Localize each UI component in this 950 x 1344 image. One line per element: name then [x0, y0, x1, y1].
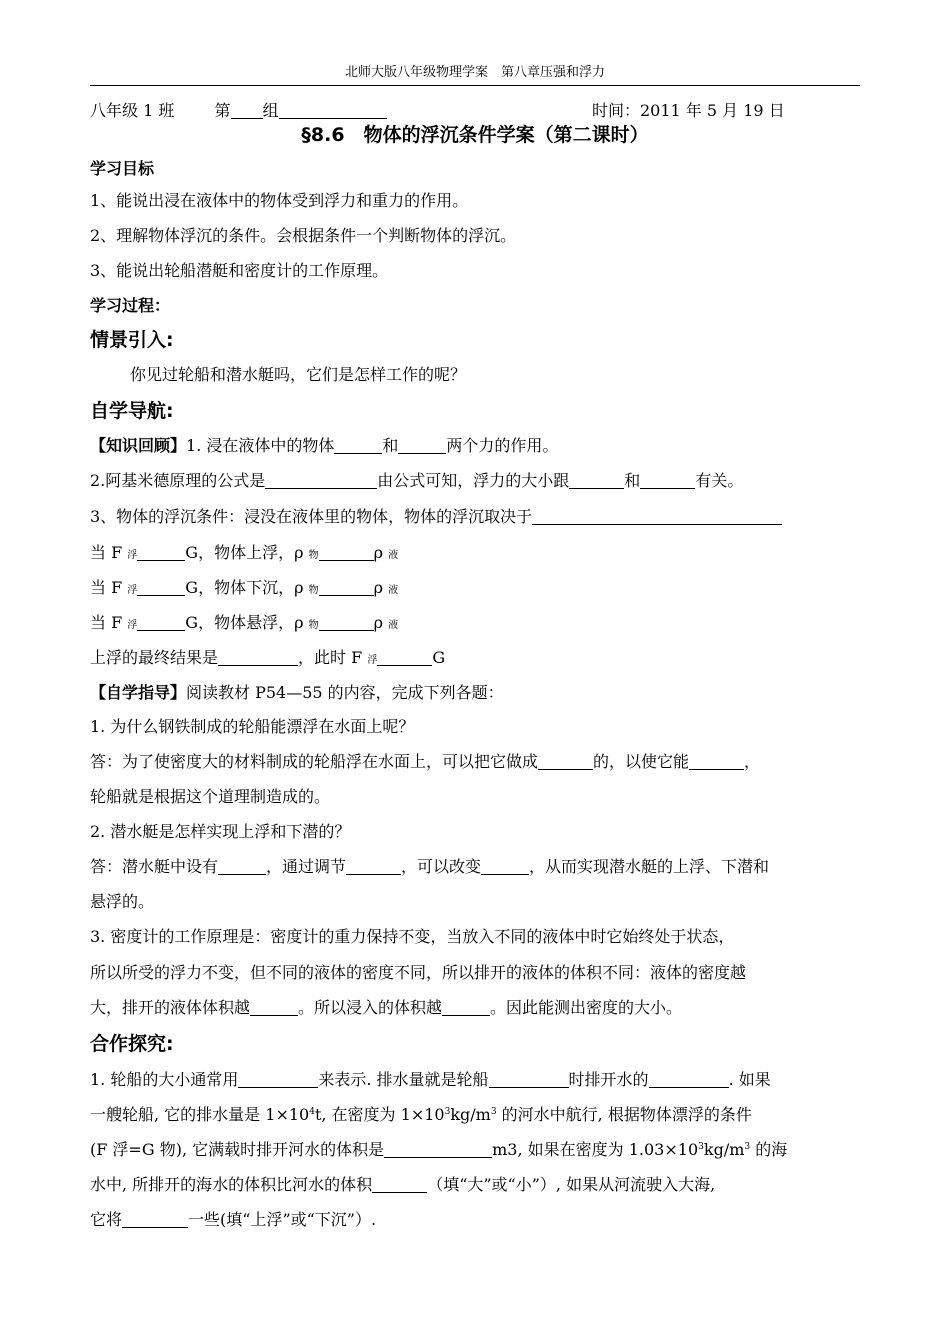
guide-q3-l1: 3. 密度计的工作原理是：密度计的重力保持不变，当放入不同的液体中时它始终处于状态， [90, 927, 735, 946]
review-q3: 3、物体的浮沉条件：浸没在液体里的物体，物体的浮沉取决于 [90, 504, 862, 527]
group-label: 第 组 [215, 101, 387, 120]
objective-item: 3、能说出轮船潜艇和密度计的工作原理。 [90, 261, 389, 280]
review-q1: 【知识回顾】1. 浸在液体中的物体 和 两个力的作用。 [90, 436, 559, 455]
self-study-heading: 自学导航: [90, 400, 174, 422]
guide-a1: 答：为了使密度大的材料制成的轮船浮在水面上，可以把它做成 的，以使它能 ， [90, 752, 761, 771]
final-result: 上浮的最终结果是 ，此时 F 浮 G [90, 648, 446, 667]
objective-item: 2、理解物体浮沉的条件。会根据条件一个判断物体的浮沉。 [90, 226, 517, 245]
page-header: 北师大版八年级物理学案 第八章压强和浮力 [90, 64, 860, 86]
condition-rise: 当 F 浮 G，物体上浮，ρ 物 ρ 液 [90, 543, 399, 562]
guide-q2: 2. 潜水艇是怎样实现上浮和下潜的？ [90, 822, 351, 841]
meta-row [90, 98, 862, 121]
intro-heading: 情景引入: [90, 329, 174, 351]
date-label: 时间：2011 年 5 月 19 日 [592, 101, 785, 120]
coop-l5: 它将 一些(填“上浮”或“下沉”）. [90, 1210, 377, 1229]
coop-l2: 一艘轮船, 它的排水量是 $1\times 10^4t$, 在密度为 $1\times 10^3kg/m^3$ 的河水中航行, 根据物体漂浮的条件 [90, 1105, 752, 1124]
coop-l3: (F 浮=G 物), 它满载时排开河水的体积是 m3, 如果在密度为 $1.03\times 10^3kg/m^3$ 的海 [90, 1140, 788, 1159]
class-label: 八年级 1 班 [90, 101, 175, 120]
review-q2: 2.阿基米德原理的公式是 由公式可知，浮力的大小跟 和 有关。 [90, 471, 744, 490]
coop-l1: 1. 轮船的大小通常用 来表示. 排水量就是轮船 时排开水的 . 如果 [90, 1070, 771, 1089]
process-heading: 学习过程： [90, 296, 171, 315]
condition-suspend: 当 F 浮 G，物体悬浮，ρ 物 ρ 液 [90, 613, 399, 632]
guide-a2: 答：潜水艇中设有 ，通过调节 ，可以改变 ，从而实现潜水艇的上浮、下潜和 [90, 857, 770, 876]
guide-q3-l3: 大，排开的液体体积越 。所以浸入的体积越 。因此能测出密度的大小。 [90, 998, 683, 1017]
guide-intro: 【自学指导】阅读教材 P54—55 的内容，完成下列各题： [90, 683, 504, 702]
page-title: §8.6 物体的浮沉条件学案（第二课时） [301, 124, 649, 146]
condition-sink: 当 F 浮 G，物体下沉，ρ 物 ρ 液 [90, 578, 399, 597]
intro-text: 你见过轮船和潜水艇吗，它们是怎样工作的呢？ [130, 365, 467, 384]
guide-a1-cont: 轮船就是根据这个道理制造成的。 [90, 787, 331, 806]
guide-q3-l2: 所以所受的浮力不变，但不同的液体的密度不同，所以排开的液体的体积不同：液体的密度越 [90, 963, 747, 982]
guide-a2-cont: 悬浮的。 [90, 892, 155, 911]
objective-item: 1、能说出浸在液体中的物体受到浮力和重力的作用。 [90, 191, 469, 210]
coop-l4: 水中, 所排开的海水的体积比河水的体积 （填“大”或“小”）, 如果从河流驶入大海, [90, 1175, 716, 1194]
guide-q1: 1. 为什么钢铁制成的轮船能漂浮在水面上呢？ [90, 717, 415, 736]
coop-heading: 合作探究: [90, 1033, 174, 1055]
objectives-heading: 学习目标 [90, 159, 155, 178]
